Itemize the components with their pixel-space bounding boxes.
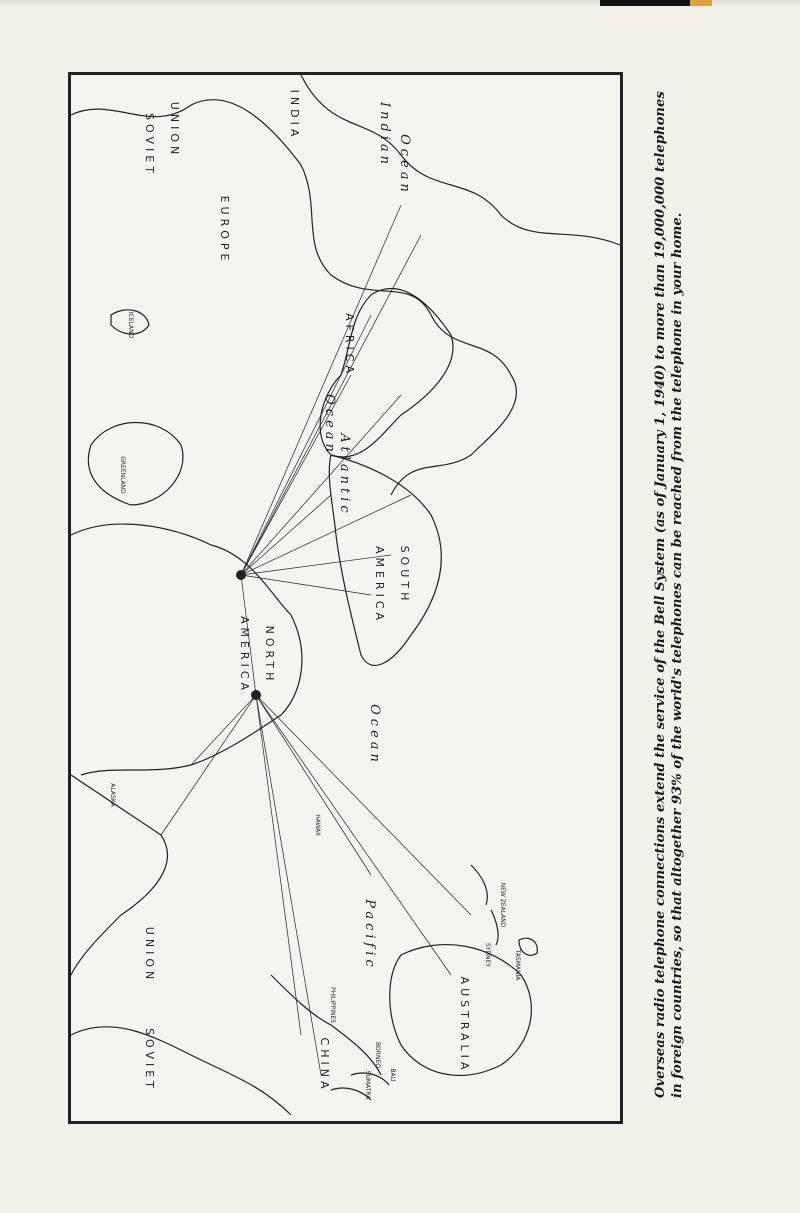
label-bali: BALI — [389, 1068, 396, 1082]
label-philippines: PHILIPPINES — [329, 986, 336, 1024]
label-union-top: UNION — [168, 101, 181, 159]
label-union-bottom: UNION — [143, 926, 156, 984]
label-pacific: Pacific — [362, 899, 377, 971]
label-atlantic: Atlantic — [337, 433, 352, 517]
label-indian-ocean: Ocean — [397, 134, 412, 196]
label-america-south: AMERICA — [373, 545, 386, 625]
label-north: NORTH — [263, 625, 276, 685]
map-caption — [652, 91, 686, 1098]
label-south: SOUTH — [398, 545, 411, 605]
label-hawaii: HAWAII — [314, 814, 321, 836]
page-corner-accent — [690, 0, 712, 6]
label-alaska: ALASKA — [109, 783, 116, 807]
label-borneo: BORNEO — [374, 1042, 381, 1068]
label-china: CHINA — [318, 1037, 331, 1093]
label-sumatra: SUMATRA — [364, 1070, 371, 1100]
label-new-zealand: NEW ZEALAND — [499, 882, 506, 928]
label-atlantic-ocean: Ocean — [322, 394, 337, 456]
label-soviet-bottom: SOVIET — [143, 1028, 156, 1092]
label-indian: Indian — [377, 101, 392, 169]
label-australia: AUSTRALIA — [458, 976, 471, 1074]
label-america-north: AMERICA — [238, 615, 251, 695]
world-telephone-map — [68, 72, 623, 1124]
label-pacific-ocean: Ocean — [367, 704, 382, 766]
label-iceland: ICELAND — [127, 311, 134, 339]
label-africa: AFRICA — [343, 313, 356, 377]
caption-line-2: in foreign countries, so that altogether 93% of the world's telephones can be reached from the telephone in your home. — [670, 212, 685, 1098]
label-soviet-top: SOVIET — [143, 113, 156, 177]
label-sydney: SYDNEY — [484, 942, 491, 968]
caption-line-1: Overseas radio telephone connections extend the service of the Bell System (as of January 1, 1940) to more than 19,000,000 telephones — [653, 91, 668, 1098]
label-greenland: GREENLAND — [119, 456, 126, 494]
label-india: INDIA — [288, 89, 301, 141]
label-tasmania: TASMANIA — [514, 949, 521, 981]
label-europe: EUROPE — [218, 195, 231, 265]
